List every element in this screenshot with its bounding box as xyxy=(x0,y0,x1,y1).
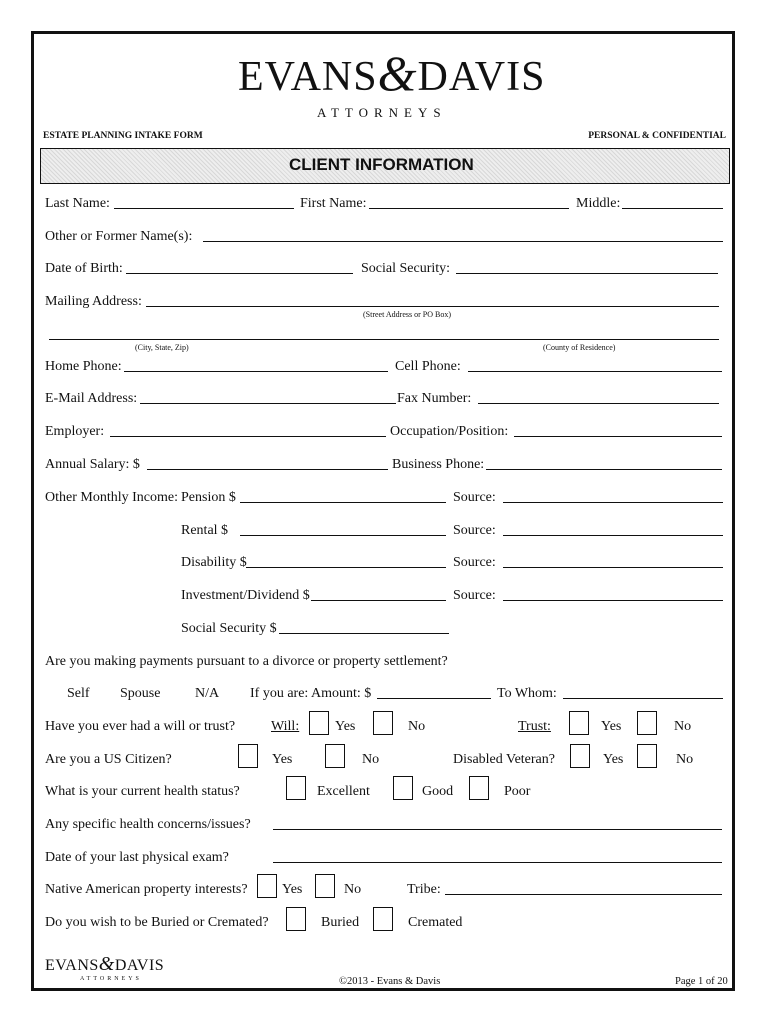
footer-logo-ampersand: & xyxy=(98,953,115,975)
dob-field[interactable] xyxy=(126,273,353,274)
section-title: CLIENT INFORMATION xyxy=(289,155,474,174)
will-yes-label: Yes xyxy=(335,719,356,734)
logo-ampersand: & xyxy=(377,45,418,101)
ss-income-field[interactable] xyxy=(279,633,449,634)
amount-label: If you are: Amount: $ xyxy=(250,686,372,701)
investment-field[interactable] xyxy=(311,600,446,601)
pension-label: Pension $ xyxy=(181,490,236,505)
pension-field[interactable] xyxy=(240,502,446,503)
citizen-yes-checkbox[interactable] xyxy=(238,744,258,768)
rental-source-field[interactable] xyxy=(503,535,723,536)
email-field[interactable] xyxy=(140,403,396,404)
disability-source-label: Source: xyxy=(453,555,496,570)
concerns-field[interactable] xyxy=(273,829,722,830)
first-name-field[interactable] xyxy=(369,208,569,209)
mailing-street-field[interactable] xyxy=(146,306,719,307)
last-name-field[interactable] xyxy=(114,208,294,209)
investment-source-label: Source: xyxy=(453,588,496,603)
veteran-no-checkbox[interactable] xyxy=(637,744,657,768)
buried-label: Buried xyxy=(321,915,360,930)
citizen-yes-label: Yes xyxy=(272,752,293,767)
disability-field[interactable] xyxy=(246,567,446,568)
form-type-label: ESTATE PLANNING INTAKE FORM xyxy=(43,131,203,141)
former-names-field[interactable] xyxy=(203,241,723,242)
logo-evans: EVANS xyxy=(238,54,378,100)
trust-no-checkbox[interactable] xyxy=(637,711,657,735)
trust-label: Trust: xyxy=(518,719,551,734)
mailing-label: Mailing Address: xyxy=(45,294,142,309)
poor-checkbox[interactable] xyxy=(469,776,489,800)
veteran-label: Disabled Veteran? xyxy=(453,752,555,767)
employer-label: Employer: xyxy=(45,424,105,439)
native-no-label: No xyxy=(344,882,362,897)
will-no-label: No xyxy=(408,719,426,734)
ss-income-label: Social Security $ xyxy=(181,621,277,636)
to-whom-label: To Whom: xyxy=(497,686,557,701)
fax-field[interactable] xyxy=(478,403,719,404)
investment-source-field[interactable] xyxy=(503,600,723,601)
last-name-label: Last Name: xyxy=(45,196,110,211)
footer-logo-davis: DAVIS xyxy=(114,957,165,974)
cremated-label: Cremated xyxy=(408,915,463,930)
concerns-question: Any specific health concerns/issues? xyxy=(45,817,251,832)
home-phone-label: Home Phone: xyxy=(45,359,122,374)
health-question: What is your current health status? xyxy=(45,784,240,799)
to-whom-field[interactable] xyxy=(563,698,723,699)
spouse-option[interactable]: Spouse xyxy=(120,686,161,701)
veteran-yes-label: Yes xyxy=(603,752,624,767)
rental-source-label: Source: xyxy=(453,523,496,538)
trust-yes-checkbox[interactable] xyxy=(569,711,589,735)
cremated-checkbox[interactable] xyxy=(373,907,393,931)
ssn-field[interactable] xyxy=(456,273,718,274)
rental-label: Rental $ xyxy=(181,523,229,538)
physical-question: Date of your last physical exam? xyxy=(45,850,229,865)
home-phone-field[interactable] xyxy=(124,371,388,372)
will-question: Have you ever had a will or trust? xyxy=(45,719,236,734)
logo-subtitle: ATTORNEYS xyxy=(317,105,447,120)
fax-label: Fax Number: xyxy=(397,391,472,406)
rental-field[interactable] xyxy=(240,535,446,536)
employer-field[interactable] xyxy=(110,436,386,437)
veteran-yes-checkbox[interactable] xyxy=(570,744,590,768)
native-yes-label: Yes xyxy=(282,882,303,897)
citizen-question: Are you a US Citizen? xyxy=(45,752,172,767)
will-yes-checkbox[interactable] xyxy=(309,711,329,735)
divorce-question: Are you making payments pursuant to a divorce or property settlement? xyxy=(45,654,448,669)
business-phone-label: Business Phone: xyxy=(392,457,485,472)
footer-logo-evans: EVANS xyxy=(45,957,99,974)
mailing-city-field[interactable] xyxy=(49,339,719,340)
poor-label: Poor xyxy=(504,784,531,799)
salary-field[interactable] xyxy=(147,469,388,470)
veteran-no-label: No xyxy=(676,752,694,767)
footer-logo-subtitle: ATTORNEYS xyxy=(80,976,142,982)
logo-davis: DAVIS xyxy=(417,54,546,100)
pension-source-field[interactable] xyxy=(503,502,723,503)
good-label: Good xyxy=(422,784,454,799)
business-phone-field[interactable] xyxy=(486,469,722,470)
pension-source-label: Source: xyxy=(453,490,496,505)
disability-label: Disability $ xyxy=(181,555,247,570)
footer-logo xyxy=(45,953,164,976)
footer-page-number: Page 1 of 20 xyxy=(675,976,728,987)
citizen-no-checkbox[interactable] xyxy=(325,744,345,768)
street-hint: (Street Address or PO Box) xyxy=(363,310,451,319)
other-income-label: Other Monthly Income: xyxy=(45,490,178,505)
physical-field[interactable] xyxy=(273,862,722,863)
citizen-no-label: No xyxy=(362,752,380,767)
good-checkbox[interactable] xyxy=(393,776,413,800)
tribe-field[interactable] xyxy=(445,894,722,895)
tribe-label: Tribe: xyxy=(407,882,441,897)
occupation-label: Occupation/Position: xyxy=(390,424,509,439)
footer-copyright: ©2013 - Evans & Davis xyxy=(339,976,441,987)
city-hint: (City, State, Zip) xyxy=(135,343,189,352)
self-option[interactable]: Self xyxy=(67,686,90,701)
native-question: Native American property interests? xyxy=(45,882,248,897)
na-option[interactable]: N/A xyxy=(195,686,220,701)
middle-field[interactable] xyxy=(622,208,723,209)
disability-source-field[interactable] xyxy=(503,567,723,568)
amount-field[interactable] xyxy=(377,698,491,699)
buried-checkbox[interactable] xyxy=(286,907,306,931)
trust-no-label: No xyxy=(674,719,692,734)
occupation-field[interactable] xyxy=(514,436,722,437)
trust-yes-label: Yes xyxy=(601,719,622,734)
first-name-label: First Name: xyxy=(300,196,367,211)
will-label: Will: xyxy=(271,719,300,734)
firm-logo xyxy=(238,45,546,101)
investment-label: Investment/Dividend $ xyxy=(181,588,310,603)
dob-label: Date of Birth: xyxy=(45,261,123,276)
excellent-checkbox[interactable] xyxy=(286,776,306,800)
middle-label: Middle: xyxy=(576,196,621,211)
email-label: E-Mail Address: xyxy=(45,391,138,406)
salary-label: Annual Salary: $ xyxy=(45,457,140,472)
native-yes-checkbox[interactable] xyxy=(257,874,277,898)
county-hint: (County of Residence) xyxy=(543,343,616,352)
will-no-checkbox[interactable] xyxy=(373,711,393,735)
ssn-label: Social Security: xyxy=(361,261,451,276)
native-no-checkbox[interactable] xyxy=(315,874,335,898)
excellent-label: Excellent xyxy=(317,784,370,799)
cell-phone-field[interactable] xyxy=(468,371,722,372)
former-names-label: Other or Former Name(s): xyxy=(45,229,193,244)
cell-phone-label: Cell Phone: xyxy=(395,359,461,374)
confidential-label: PERSONAL & CONFIDENTIAL xyxy=(588,131,726,141)
burial-question: Do you wish to be Buried or Cremated? xyxy=(45,915,269,930)
